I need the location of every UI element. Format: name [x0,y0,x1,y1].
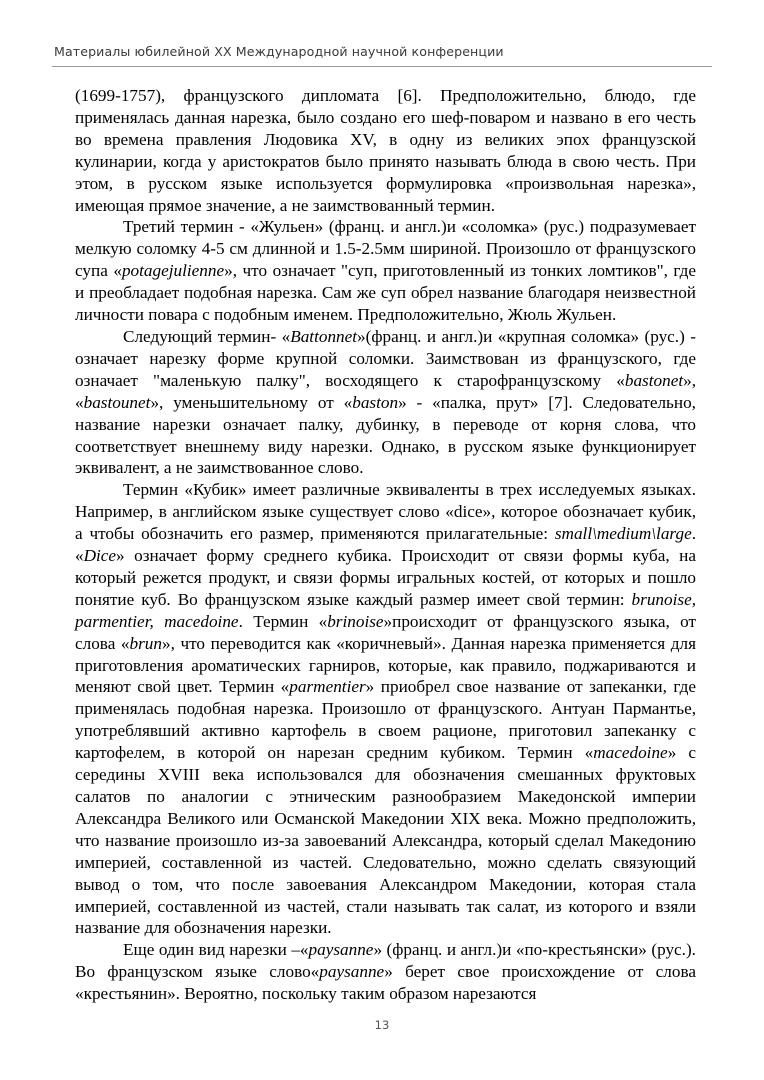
italic-term: bastonet [624,370,684,390]
italic-term: brunoise, parmentier, macedoine [75,589,696,631]
italic-term: Battonnet [290,326,358,346]
page-number: 13 [374,1018,390,1032]
text-run: », что означает "суп, приготовленный из тонких ломтиков", где и преобладает подобная нарезка. Сам же суп обрел название благодаря неизвестной личности повара с подобным именем. Предположительно, Жюль Жульен. [75,261,696,325]
italic-term: small\medium\large [554,524,692,544]
text-run: » приобрел свое название от запеканки, где применялась подобная нарезка. Произошло от французского. Антуан Пармантье, употреблявший активно картофель в своем рационе, приготовил запеканку с картофелем, в которой он нарезан средним кубиком. Термин « [75,677,696,763]
text-run: »происходит от французского языка, от слова « [75,611,697,653]
text-run: »(франц. и англ.)и «крупная соломка» (рус.) - означает нарезку форме крупной соломки. Заимствован из французского, где означает "маленькую палку", восходящего к старофранцузскому « [75,326,696,390]
paragraph-julienne [75,216,696,326]
italic-term: paysanne [319,962,385,982]
header-divider [52,66,712,67]
text-run: . « [75,524,696,566]
text-run: » берет свое происхождение от слова «крестьянин». Вероятно, поскольку таким образом нарезаются [75,962,696,1004]
italic-term: bastounet [83,392,151,412]
italic-term: baston [352,392,399,412]
paragraph-paysanne [75,939,696,1005]
text-run: (1699-1757), французского дипломата [6]. Предположительно, блюдо, где применялась данная нарезка, было создано его шеф-поваром и названо в его честь во времена правления Людовика XV, в одну из великих эпох французской кулинарии, когда у аристократов было принято называть блюда в свою честь. При этом, в русском языке используется формулировка «произвольная нарезка», имеющая прямое значение, а не заимствованный термин. [75,86,696,215]
text-run: Третий термин - «Жульен» (франц. и англ.)и «соломка» (рус.) подразумевает мелкую соломку 4-5 см длинной и 1.5-2.5мм шириной. Произошло от французского супа « [75,217,696,281]
italic-term: Dice [83,546,117,566]
paragraph-continued [75,85,696,216]
text-run: Следующий термин- « [123,326,291,346]
text-run: . Термин « [238,611,328,631]
italic-term: brun [129,633,162,653]
text-run: Еще один вид нарезки –« [123,940,309,960]
paragraph-battonnet [75,326,696,479]
text-run: » - «палка, прут» [7]. Следовательно, название нарезки означает палку, дубинку, в переводе от корня слова, что соответствует внешнему виду нарезки. Однако, в русском языке функционирует эквивалент, а не заимствованное слово. [75,392,696,478]
text-run: » с середины XVIII века использовался для обозначения смешанных фруктовых салатов по аналогии с этническим разнообразием Македонской империи Александра Великого или Османской Македонии XIX века. Можно предположить, что название произошло из-за завоеваний Александра, который сделал Македонию империей, составленной из частей. Следовательно, можно сделать связующий вывод о том, что после завоевания Александром Македонии, которая стала империей, составленной из частей, стали называть так салат, из которого и взяли название для обозначения нарезки. [75,743,696,938]
text-run: » означает форму среднего кубика. Происходит от связи формы куба, на который режется продукт, и связи формы игральных костей, от которых и пошло понятие куб. Во французском языке каждый размер имеет свой термин: [75,546,696,609]
text-run: » (франц. и англ.)и «по-крестьянски» (рус.). Во французском языке слово« [75,940,696,982]
italic-term: macedoine [593,743,668,763]
article-body [75,85,696,1005]
text-run: », что переводится как «коричневый». Данная нарезка применяется для приготовления ароматических гарниров, которые, как правило, поджариваются и меняют свой цвет. Термин « [75,633,696,697]
text-run: », « [75,370,696,412]
running-header-title: Материалы юбилейной XX Международной научной конференции [54,44,504,59]
italic-term: parmentier [289,677,366,697]
paragraph-cube [75,479,696,939]
italic-term: paysanne [308,940,374,960]
italic-term: potagejulienne [121,261,225,281]
text-run: Термин «Кубик» имеет различные эквиваленты в трех исследуемых языках. Например, в английском языке существует слово «dice», которое обозначает кубик, а чтобы обозначить его размер, применяются прилагательные: [75,480,696,544]
italic-term: brinoise [327,611,384,631]
text-run: », уменьшительному от « [150,392,353,412]
